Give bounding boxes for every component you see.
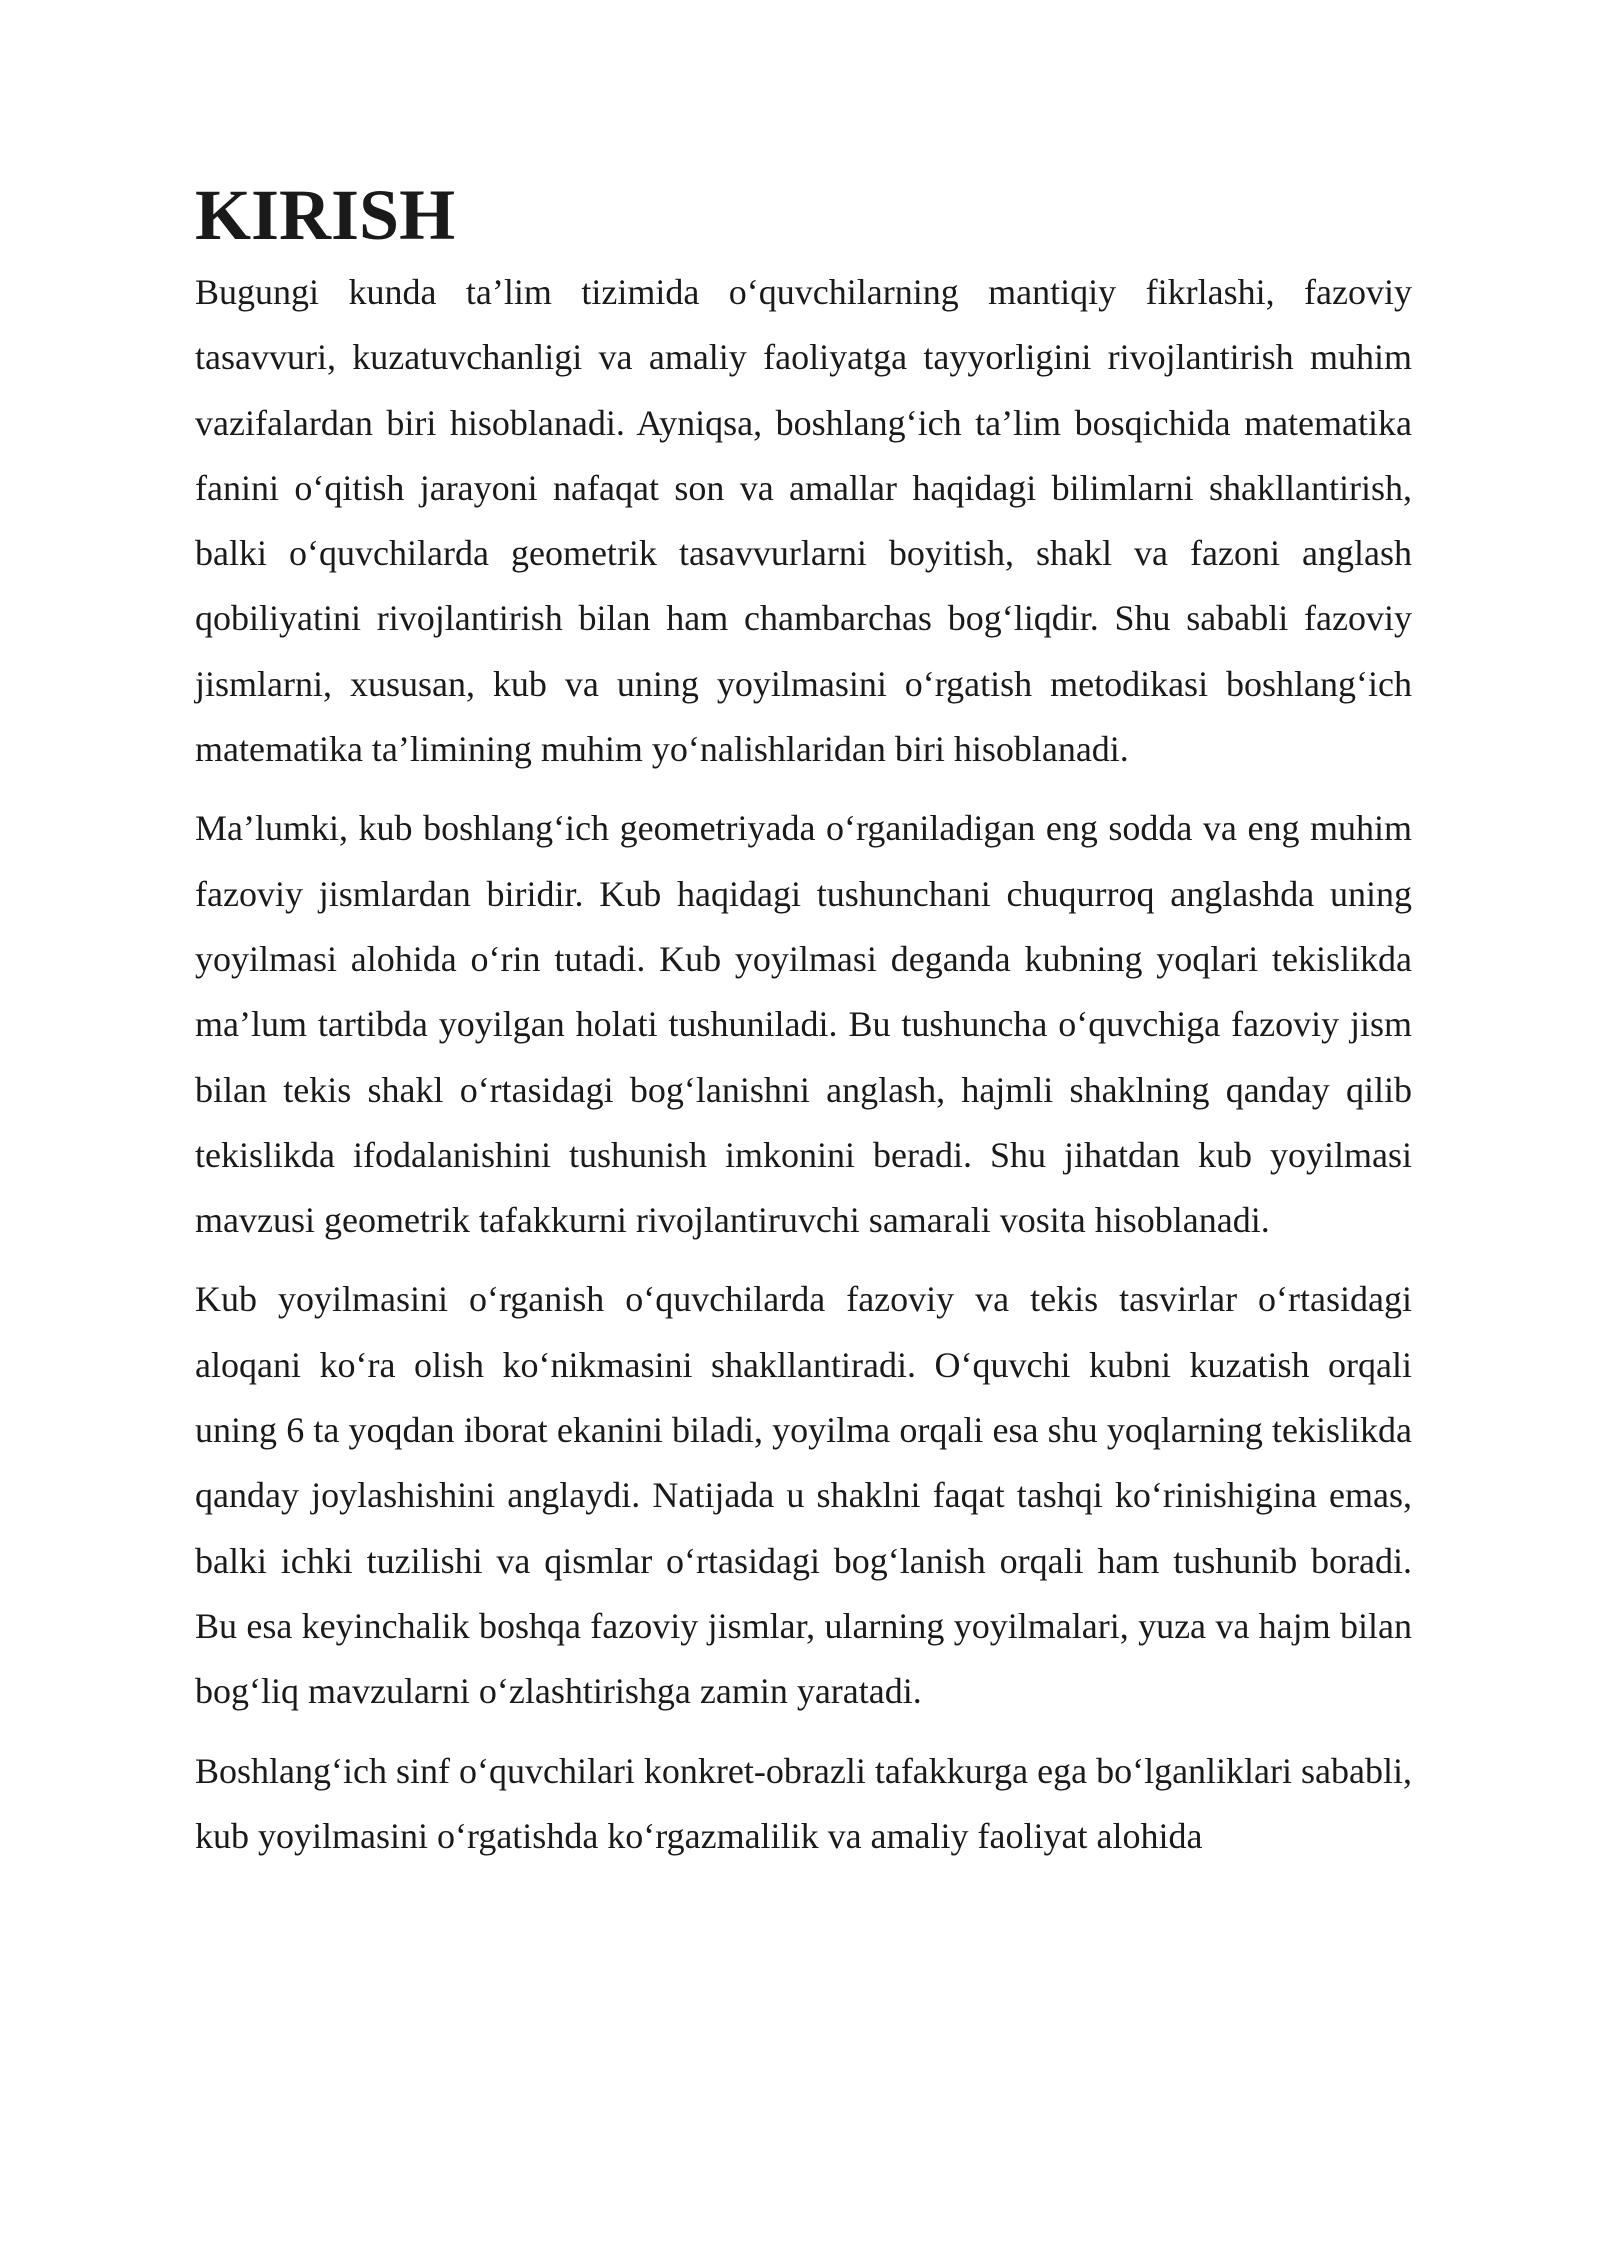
section-heading: KIRISH <box>195 175 456 255</box>
paragraph: Boshlang‘ich sinf o‘quvchilari konkret-obrazli tafakkurga ega bo‘lganliklari sababli, kub yoyilmasini o‘rgatishda ko‘rgazmalilik va amaliy faoliyat alohida <box>195 1750 1412 1856</box>
paragraph: Ma’lumki, kub boshlang‘ich geometriyada o‘rganiladigan eng sodda va eng muhim fazoviy jismlardan biridir. Kub haqidagi tushunchani chuqurroq anglashda uning yoyilmasi alohida o‘rin tutadi. Kub yoyilmasi deganda kubning yoqlari tekislikda ma’lum tartibda yoyilgan holati tushuniladi. Bu tushuncha o‘quvchiga fazoviy jism bilan tekis shakl o‘rtasidagi bog‘lanishni anglash, hajmli shaklning qanday qilib tekislikda ifodalanishini tushunish imkonini beradi. Shu jihatdan kub yoyilmasi mavzusi geometrik tafakkurni rivojlantiruvchi samarali vosita hisoblanadi. <box>195 808 1412 1241</box>
paragraph: Kub yoyilmasini o‘rganish o‘quvchilarda fazoviy va tekis tasvirlar o‘rtasidagi aloqani ko‘ra olish ko‘nikmasini shakllantiradi. O‘quvchi kubni kuzatish orqali uning 6 ta yoqdan iborat ekanini biladi, yoyilma orqali esa shu yoqlarning tekislikda qanday joylashishini anglaydi. Natijada u shaklni faqat tashqi ko‘rinishigina emas, balki ichki tuzilishi va qismlar o‘rtasidagi bog‘lanish orqali ham tushunib boradi. Bu esa keyinchalik boshqa fazoviy jismlar, ularning yoyilmalari, yuza va hajm bilan bog‘liq mavzularni o‘zlashtirishga zamin yaratadi. <box>195 1279 1412 1712</box>
document-body <box>195 175 1412 1869</box>
paragraph: Bugungi kunda ta’lim tizimida o‘quvchilarning mantiqiy fikrlashi, fazoviy tasavvuri, kuzatuvchanligi va amaliy faoliyatga tayyorligini rivojlantirish muhim vazifalardan biri hisoblanadi. Ayniqsa, boshlang‘ich ta’lim bosqichida matematika fanini o‘qitish jarayoni nafaqat son va amallar haqidagi bilimlarni shakllantirish, balki o‘quvchilarda geometrik tasavvurlarni boyitish, shakl va fazoni anglash qobiliyatini rivojlantirish bilan ham chambarchas bog‘liqdir. Shu sababli fazoviy jismlarni, xususan, kub va uning yoyilmasini o‘rgatish metodikasi boshlang‘ich matematika ta’limining muhim yo‘nalishlaridan biri hisoblanadi. <box>195 272 1412 770</box>
